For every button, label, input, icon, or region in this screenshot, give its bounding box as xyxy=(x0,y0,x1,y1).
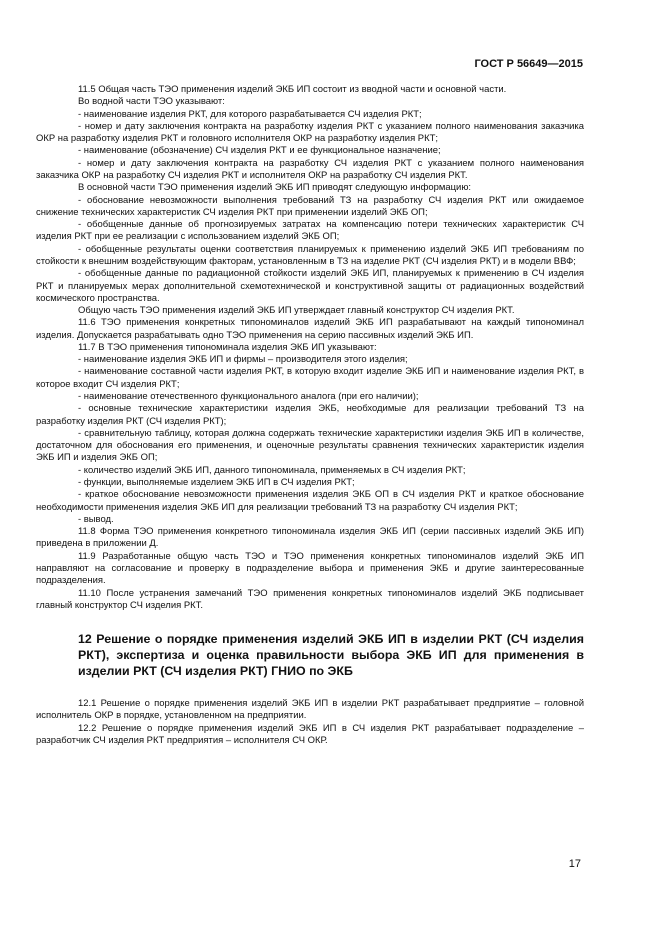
list-item: - вывод. xyxy=(78,513,114,525)
list-item: - наименование отечественного функционального аналога (при его наличии); xyxy=(78,391,419,403)
list-item: - обобщенные результаты оценки соответствия планируемых к применению изделий ЭКБ ИП требованиям по стойкости к внешним воздействующим факторам, установленным в ТЗ на изделие РКТ (СЧ изделия РКТ) и в модели ВВФ; xyxy=(36,243,584,267)
list-item: - номер и дату заключения контракта на разработку изделия РКТ с указанием полного наименования заказчика ОКР на разработку изделия РКТ и головного исполнителя ОКР на разработку изделия РКТ; xyxy=(36,120,584,145)
paragraph-main-part: В основной части ТЭО применения изделий ЭКБ ИП приводят следующую информацию: xyxy=(78,182,472,194)
list-item: - основные технические характеристики изделия ЭКБ, необходимые для реализации требований ТЗ на разработку изделия РКТ (СЧ изделия РКТ); xyxy=(36,403,584,427)
paragraph-11-10: 11.10 После устранения замечаний ТЭО применения конкретных типономиналов изделий ЭКБ подписывает главный конструктор СЧ изделия РКТ. xyxy=(36,587,584,611)
list-item: - обобщенные данные по радиационной стойкости изделий ЭКБ ИП, планируемых к применению в СЧ изделия РКТ и планируемых мерах дополнительной схемотехнической и конструктивной защиты от радиационных воздействий космического пространства. xyxy=(36,268,584,304)
list-item: - функции, выполняемые изделием ЭКБ ИП в СЧ изделия РКТ; xyxy=(78,477,355,488)
list-item: - сравнительную таблицу, которая должна содержать технические характеристики изделия ЭКБ ИП в количестве, достаточном для обоснования его применения, и оценочные результаты сравнения технических характеристик изделия ЭКБ ИП и изделия ЭКБ ОП; xyxy=(36,427,584,464)
list-item: - номер и дату заключения контракта на разработку СЧ изделия РКТ с указанием полного наименования заказчика ОКР на разработку СЧ изделия РКТ и исполнителя ОКР на разработку СЧ изделия РКТ. xyxy=(36,157,584,181)
section-12-heading: 12 Решение о порядке применения изделий ЭКБ ИП в изделии РКТ (СЧ изделия РКТ), экспертиза и оценка правильности выбора ЭКБ ИП для применения в изделии РКТ (СЧ изделия РКТ) ГНИО по ЭКБ xyxy=(78,632,584,679)
paragraph-11-8: 11.8 Форма ТЭО применения конкретного типономинала изделия ЭКБ ИП (серии пассивных изделий ЭКБ ИП) приведена в приложении Д. xyxy=(36,526,584,550)
paragraph-11-6: 11.6 ТЭО применения конкретных типономиналов изделий ЭКБ ИП разрабатывают на каждый типономинал изделия. Допускается разрабатывать одно ТЭО применения на серию пассивных изделий ЭКБ ИП. xyxy=(36,317,584,341)
list-item: - наименование (обозначение) СЧ изделия РКТ и ее функциональное назначение; xyxy=(78,145,441,157)
list-item: - обобщенные данные об прогнозируемых затратах на компенсацию потери технических характеристик СЧ изделия РКТ при ее реализации с использованием изделий ЭКБ ОП; xyxy=(36,219,584,243)
paragraph-11-7: 11.7 В ТЭО применения типономинала изделия ЭКБ ИП указывают: xyxy=(78,341,377,353)
paragraph-11-9: 11.9 Разработанные общую часть ТЭО и ТЭО применения конкретных типономиналов изделий ЭКБ ИП направляют на согласование и проверку в подразделение выбора и применения ЭКБ и другие заинтересованные подразделения. xyxy=(36,550,584,587)
paragraph-11-5: 11.5 Общая часть ТЭО применения изделий ЭКБ ИП состоит из вводной части и основной части. xyxy=(78,84,507,95)
list-item: - наименование составной части изделия РКТ, в которую входит изделие ЭКБ ИП и наименование изделия РКТ, в которое входит СЧ изделия РКТ; xyxy=(36,366,584,390)
paragraph-12-2: 12.2 Решение о порядке применения изделий ЭКБ ИП в СЧ изделия РКТ разрабатывает подразделение – разработчик СЧ изделия РКТ предприятия – исполнителя СЧ ОКР. xyxy=(36,722,584,746)
list-item: - краткое обоснование невозможности применения изделия ЭКБ ОП в СЧ изделия РКТ и краткое обоснование необходимости применения изделия ЭКБ ИП для реализации требований ТЗ на разработку СЧ изделия РКТ; xyxy=(36,489,584,513)
list-item: - обоснование невозможности выполнения требований ТЗ на разработку СЧ изделия РКТ или ожидаемое снижение технических характеристик СЧ изделия РКТ при применении изделий ЭКБ ОП; xyxy=(36,194,584,218)
document-code: ГОСТ Р 56649—2015 xyxy=(474,58,583,70)
paragraph-intro-part: Во водной части ТЭО указывают: xyxy=(78,96,225,108)
page-content xyxy=(36,84,584,747)
list-item: - наименование изделия ЭКБ ИП и фирмы – производителя этого изделия; xyxy=(78,354,408,366)
paragraph-12-1: 12.1 Решение о порядке применения изделий ЭКБ ИП в изделии РКТ разрабатывает предприятие – головной исполнитель ОКР в порядке, установленном на предприятии. xyxy=(36,698,584,722)
list-item: - наименование изделия РКТ, для которого разрабатывается СЧ изделия РКТ; xyxy=(78,108,422,120)
paragraph-approval: Общую часть ТЭО применения изделий ЭКБ ИП утверждает главный конструктор СЧ изделия РКТ. xyxy=(78,305,515,317)
list-item: - количество изделий ЭКБ ИП, данного типономинала, применяемых в СЧ изделия РКТ; xyxy=(78,464,466,476)
page-number: 17 xyxy=(568,858,581,870)
